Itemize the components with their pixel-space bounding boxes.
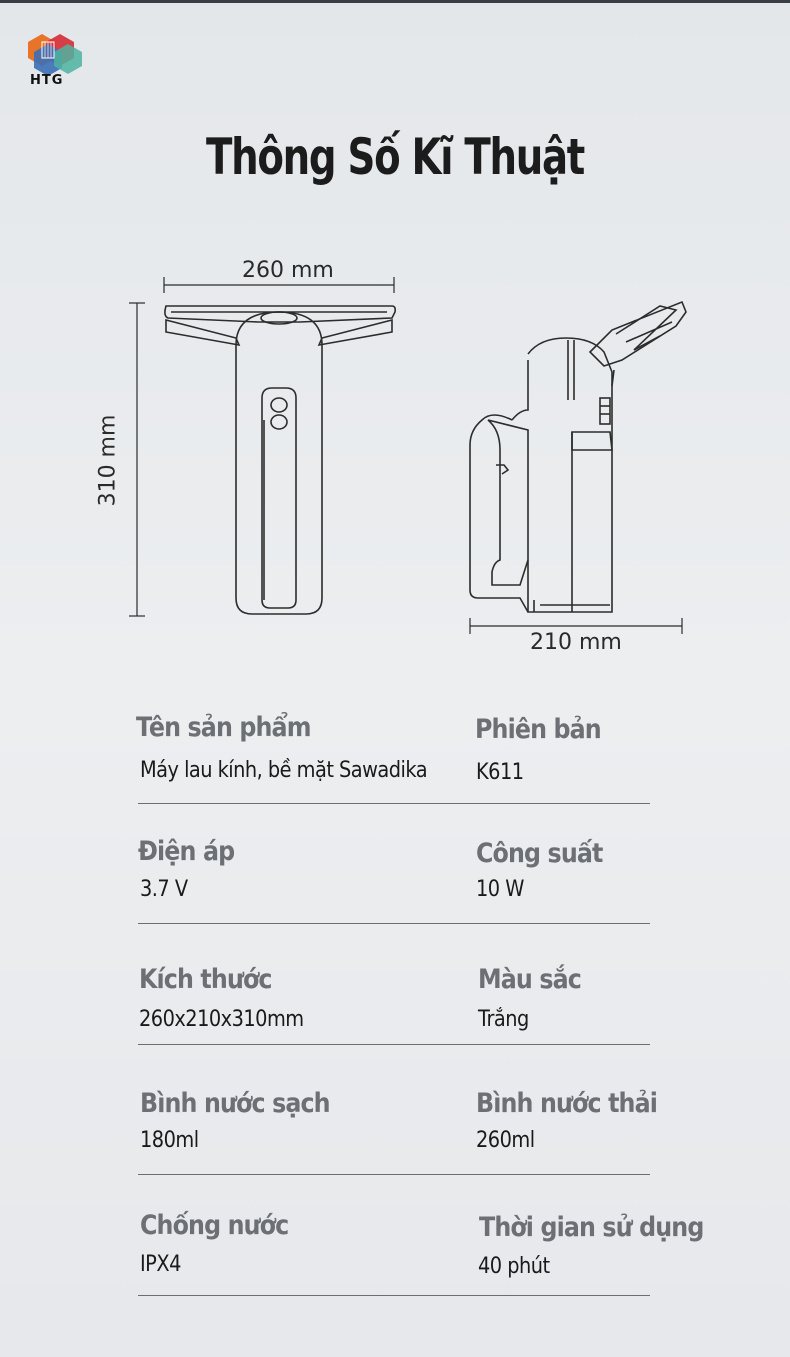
spec-value-waterproof: IPX4: [140, 1252, 181, 1277]
spec-label-product-name: Tên sản phẩm: [136, 712, 311, 743]
spec-value-product-name: Máy lau kính, bề mặt Sawadika: [140, 758, 428, 783]
spec-label-voltage: Điện áp: [138, 836, 235, 867]
width-dimension: 260 mm: [242, 258, 334, 283]
divider: [138, 1295, 650, 1296]
height-dimension: 310 mm: [95, 414, 121, 507]
spec-label-usage-time: Thời gian sử dụng: [479, 1212, 704, 1243]
divider: [138, 1044, 650, 1045]
spec-label-clean-water-tank: Bình nước sạch: [140, 1088, 330, 1119]
spec-value-color: Trắng: [478, 1007, 529, 1032]
spec-value-clean-water-tank: 180ml: [140, 1128, 199, 1153]
spec-label-waste-water-tank: Bình nước thải: [476, 1088, 658, 1119]
spec-label-color: Màu sắc: [478, 964, 581, 995]
depth-dimension: 210 mm: [530, 630, 622, 655]
spec-label-size: Kích thước: [139, 964, 272, 995]
divider: [138, 923, 650, 924]
spec-label-version: Phiên bản: [475, 714, 601, 745]
spec-value-size: 260x210x310mm: [139, 1007, 304, 1032]
spec-label-power: Công suất: [476, 838, 603, 869]
spec-value-voltage: 3.7 V: [140, 877, 188, 902]
page-title: Thông Số Kĩ Thuật: [206, 128, 584, 186]
spec-value-usage-time: 40 phút: [478, 1254, 550, 1279]
spec-value-version: K611: [476, 760, 524, 785]
divider: [138, 1174, 650, 1175]
spec-value-waste-water-tank: 260ml: [476, 1128, 535, 1153]
spec-value-power: 10 W: [476, 877, 524, 902]
divider: [138, 803, 650, 804]
spec-label-waterproof: Chống nước: [140, 1210, 289, 1241]
logo-text: HTG: [30, 73, 64, 88]
